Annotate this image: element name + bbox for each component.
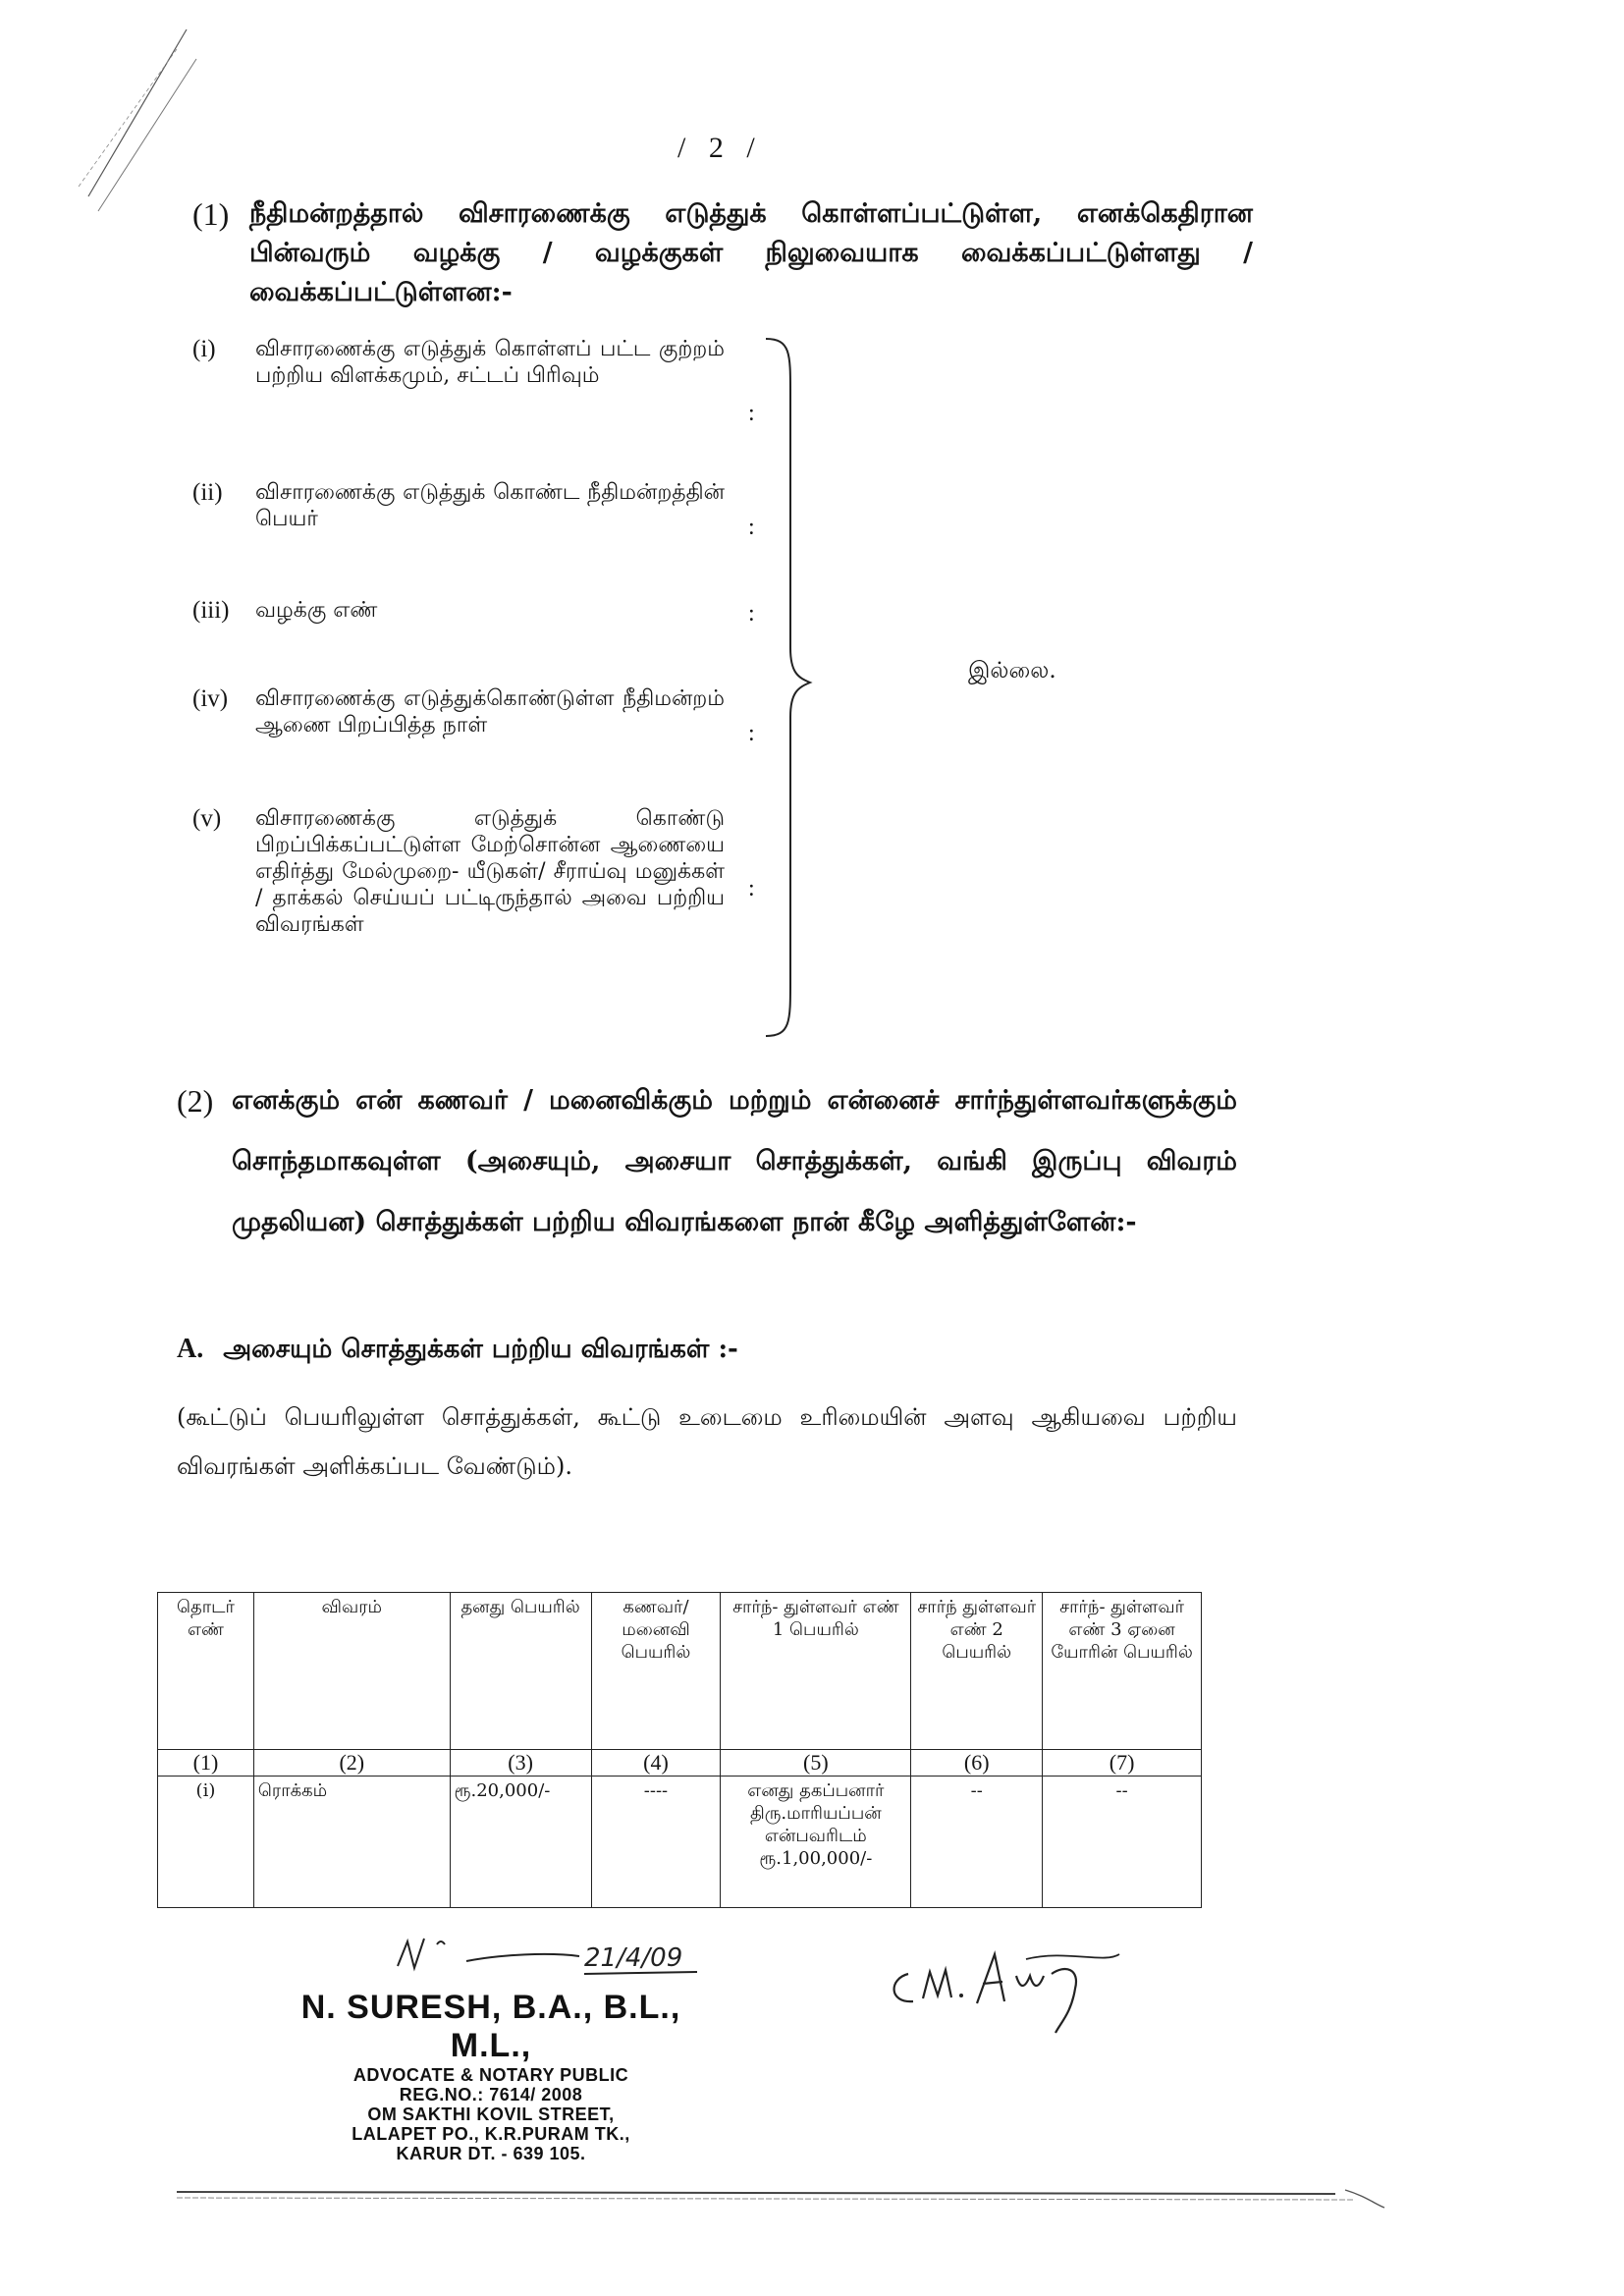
case-item-3 (192, 597, 762, 627)
case-item-colon: : (748, 401, 755, 426)
table-column-number: (6) (911, 1750, 1043, 1777)
table-cell: -- (1043, 1777, 1202, 1908)
section-2-number: (2) (177, 1083, 214, 1119)
table-column-number: (4) (591, 1750, 721, 1777)
table-header-cell: சார்ந் துள்ளவர் எண் 2 பெயரில் (911, 1593, 1043, 1750)
case-item-text: விசாரணைக்கு எடுத்துக் கொண்டு பிறப்பிக்கப்பட்டுள்ள மேற்சொன்ன ஆணையை எதிர்த்து மேல்முறை- யீடுகள்/ சீராய்வு மனுக்கள் / தாக்கல் செய்யப் பட்டிருந்தால் அவை பற்றிய விவரங்கள் (255, 806, 725, 937)
table-cell: -- (911, 1777, 1043, 1908)
case-item-colon: : (748, 721, 755, 746)
table-cell: ---- (591, 1777, 721, 1908)
case-item-number: (iii) (192, 597, 230, 624)
notary-reg-no: REG.NO.: 7614/ 2008 (399, 2085, 583, 2105)
right-curly-brace (761, 334, 820, 1041)
case-item-text: விசாரணைக்கு எடுத்துக் கொண்ட நீதிமன்றத்தின் பெயர் (255, 480, 725, 531)
table-column-number-row (158, 1750, 1202, 1777)
table-header-cell: தொடர் எண் (158, 1593, 254, 1750)
deponent-signature (879, 1935, 1134, 2043)
table-column-number: (7) (1043, 1750, 1202, 1777)
case-item-4 (192, 685, 762, 744)
case-item-colon: : (748, 515, 755, 540)
case-item-text: விசாரணைக்கு எடுத்துக்கொண்டுள்ள நீதிமன்றம் ஆணை பிறப்பித்த நாள் (255, 686, 725, 738)
table-column-number: (3) (450, 1750, 591, 1777)
notary-address-line: LALAPET PO., K.R.PURAM TK., (352, 2124, 630, 2144)
notary-address-line: OM SAKTHI KOVIL STREET, (367, 2105, 615, 2124)
case-item-text: வழக்கு எண் (255, 598, 378, 623)
table-column-number: (5) (721, 1750, 911, 1777)
case-item-colon: : (748, 601, 755, 627)
case-item-number: (iv) (192, 685, 229, 712)
table-cell: (i) (158, 1777, 254, 1908)
case-item-number: (i) (192, 336, 216, 362)
case-item-colon: : (748, 876, 755, 902)
page-number: / 2 / (677, 132, 763, 164)
table-column-number: (1) (158, 1750, 254, 1777)
table-header-cell: சார்ந்- துள்ளவர் எண் 3 ஏனை யோரின் பெயரில் (1043, 1593, 1202, 1750)
table-cell: ரொக்கம் (253, 1777, 450, 1908)
notary-address-line: KARUR DT. - 639 105. (396, 2144, 586, 2163)
section-1-text: நீதிமன்றத்தால் விசாரணைக்கு எடுத்துக் கொள்ளப்பட்டுள்ள, எனக்கெதிரான பின்வரும் வழக்கு / வழக்குகள் நிலுவையாக வைக்கப்பட்டுள்ளது / வைக்கப்பட்டுள்ளன:- (249, 198, 1253, 307)
notary-stamp (285, 1989, 697, 2163)
table-header-cell: கணவர்/ மனைவி பெயரில் (591, 1593, 721, 1750)
case-item-2 (192, 479, 762, 538)
section-a-title-text: அசையும் சொத்துக்கள் பற்றிய விவரங்கள் :- (223, 1335, 738, 1364)
case-item-text: விசாரணைக்கு எடுத்துக் கொள்ளப் பட்ட குற்றம் பற்றிய விளக்கமும், சட்டப் பிரிவும் (255, 337, 725, 388)
section-1-number: (1) (192, 196, 230, 232)
section-a-note: (கூட்டுப் பெயரிலுள்ள சொத்துக்கள், கூட்டு உடைமை உரிமையின் அளவு ஆகியவை பற்றிய விவரங்கள் அளிக்கப்பட வேண்டும்). (177, 1403, 1237, 1480)
section-2-text: எனக்கும் என் கணவர் / மனைவிக்கும் மற்றும் என்னைச் சார்ந்துள்ளவர்களுக்கும் சொந்தமாகவுள்ள (அசையும், அசையா சொத்துக்கள், வங்கி இருப்பு விவரம் முதலியன) சொத்துக்கள் பற்றிய விவரங்களை நான் கீழே அளித்துள்ளேன்:- (232, 1085, 1237, 1237)
table-row (158, 1777, 1202, 1908)
table-header-cell: சார்ந்- துள்ளவர் எண் 1 பெயரில் (721, 1593, 911, 1750)
table-column-number: (2) (253, 1750, 450, 1777)
signature-date: 21/4/09 (584, 1943, 683, 1973)
notary-name: N. SURESH, B.A., B.L., M.L., (300, 1989, 681, 2064)
section-a-letter: A. (177, 1334, 204, 1364)
table-cell: எனது தகப்பனார் திரு.மாரியப்பன் என்பவரிடம் ரூ.1,00,000/- (721, 1777, 911, 1908)
bottom-rule (177, 2186, 1394, 2212)
case-item-5 (192, 805, 762, 962)
table-header-row (158, 1593, 1202, 1750)
table-cell: ரூ.20,000/- (450, 1777, 591, 1908)
margin-pen-strokes (39, 20, 206, 216)
section-1-heading (192, 194, 1253, 312)
nil-answer: இல்லை. (968, 658, 1056, 683)
section-a-title (177, 1334, 738, 1367)
case-item-number: (ii) (192, 479, 223, 506)
table-header-cell: விவரம் (253, 1593, 450, 1750)
case-item-number: (v) (192, 805, 222, 832)
movable-assets-table (157, 1592, 1202, 1908)
case-item-1 (192, 336, 762, 424)
section-2-heading (177, 1070, 1237, 1253)
table-header-cell: தனது பெயரில் (450, 1593, 591, 1750)
notary-handwritten-signature (383, 1927, 707, 1997)
notary-title: ADVOCATE & NOTARY PUBLIC (352, 2065, 629, 2085)
